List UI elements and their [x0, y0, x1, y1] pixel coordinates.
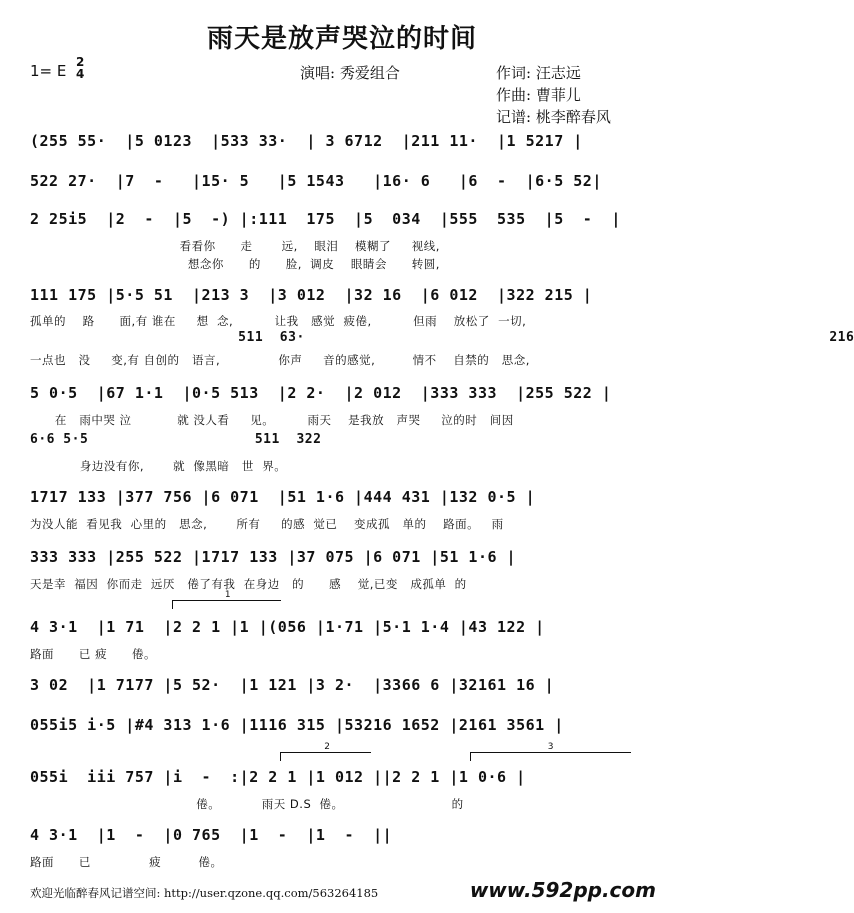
notation-row-7: 333 333 |255 522 |1717 133 |37 075 |6 071 |51 1·6 |: [30, 548, 517, 566]
lyrics-row-6: 为没人能 看见我 心里的 思念, 所有 的感 觉已 变成孤 单的 路面。 雨: [30, 517, 504, 531]
notation-row-5: 5 0·5 |67 1·1 |0·5 513 |2 2· |2 012 |333 333 |255 522 |: [30, 384, 612, 402]
lyrics-row-7: 天是幸 福因 你而走 远厌 倦了有我 在身边 的 感 觉,已变 成孤单 的: [30, 577, 467, 591]
lyrics-row-12: 路面 已 疲 倦。: [30, 855, 223, 869]
notation-row-1: (255 55· |5 0123 |533 33· | 3 6712 |211 11· |1 5217 |: [30, 132, 583, 150]
lyrics-row-11: 倦。 雨天 D.S 倦。 的: [30, 797, 464, 811]
volta-bracket-3: 3: [470, 752, 631, 761]
singer-credit: 演唱: 秀爱组合: [300, 64, 400, 82]
lyrics-row-5: 在 雨中哭 泣 就 没人看 见。 雨天 是我放 声哭 泣的时 间因: [30, 413, 514, 427]
time-sig-bottom: 4: [76, 67, 85, 81]
notation-row-3: 2 25i5 |2 - |5 -) |:111 175 |5 034 |555 535 |5 - |: [30, 210, 621, 228]
notation-row-12: 4 3·1 |1 - |0 765 |1 - |1 - ||: [30, 826, 393, 844]
notation-row-10: 055i5 i·5 |#4 313 1·6 |1116 315 |53216 1652 |2161 3561 |: [30, 716, 564, 734]
footer-credit-link[interactable]: 欢迎光临醉春风记谱空间: http://user.qzone.qq.com/563264185: [30, 886, 379, 900]
time-sig-top: 2: [76, 55, 85, 69]
lyrics-row-4b: 一点也 没 变,有 自创的 语言, 你声 音的感觉, 情不 自禁的 思念,: [30, 353, 530, 367]
notation-row-5-alt: 6·6 5·5 511 322: [30, 432, 322, 447]
song-title: 雨天是放声哭泣的时间: [206, 24, 477, 54]
transcriber-credit: 记谱: 桃李醉春风: [496, 108, 611, 126]
key-signature: 1= E: [30, 62, 67, 80]
notation-row-4-alt: 511 63· 216: [30, 330, 854, 345]
notation-row-11: 055i iii 757 |i - :|2 2 1 |1 012 ||2 2 1 |1 0·6 |: [30, 768, 526, 786]
notation-row-8: 4 3·1 |1 71 |2 2 1 |1 |(056 |1·71 |5·1 1·4 |43 122 |: [30, 618, 545, 636]
lyrics-row-5b: 身边没有你, 就 像黑暗 世 界。: [30, 459, 287, 473]
composer-credit: 作曲: 曹菲儿: [496, 86, 581, 104]
lyricist-credit: 作词: 汪志远: [496, 64, 581, 82]
notation-row-6: 1717 133 |377 756 |6 071 |51 1·6 |444 431 |132 0·5 |: [30, 488, 536, 506]
notation-row-4: 111 175 |5·5 51 |213 3 |3 012 |32 16 |6 012 |322 215 |: [30, 286, 593, 304]
lyrics-row-4a: 孤单的 路 面,有 谁在 想 念, 让我 感觉 疲倦, 但雨 放松了 一切,: [30, 314, 527, 328]
lyrics-row-8: 路面 已 疲 倦。: [30, 647, 157, 661]
lyrics-row-3a: 看看你 走 远, 眼泪 模糊了 视线,: [30, 239, 440, 253]
time-signature: [76, 56, 84, 80]
notation-row-2: 522 27· |7 - |15· 5 |5 1543 |16· 6 |6 - |6·5 52|: [30, 172, 602, 190]
volta-bracket-1: 1: [172, 600, 281, 609]
notation-row-9: 3 02 |1 7177 |5 52· |1 121 |3 2· |3366 6 |32161 16 |: [30, 676, 555, 694]
site-watermark: www.592pp.com: [469, 878, 656, 902]
lyrics-row-3b: 想念你 的 脸, 调皮 眼睛会 转圆,: [30, 257, 440, 271]
volta-bracket-2: 2: [280, 752, 371, 761]
